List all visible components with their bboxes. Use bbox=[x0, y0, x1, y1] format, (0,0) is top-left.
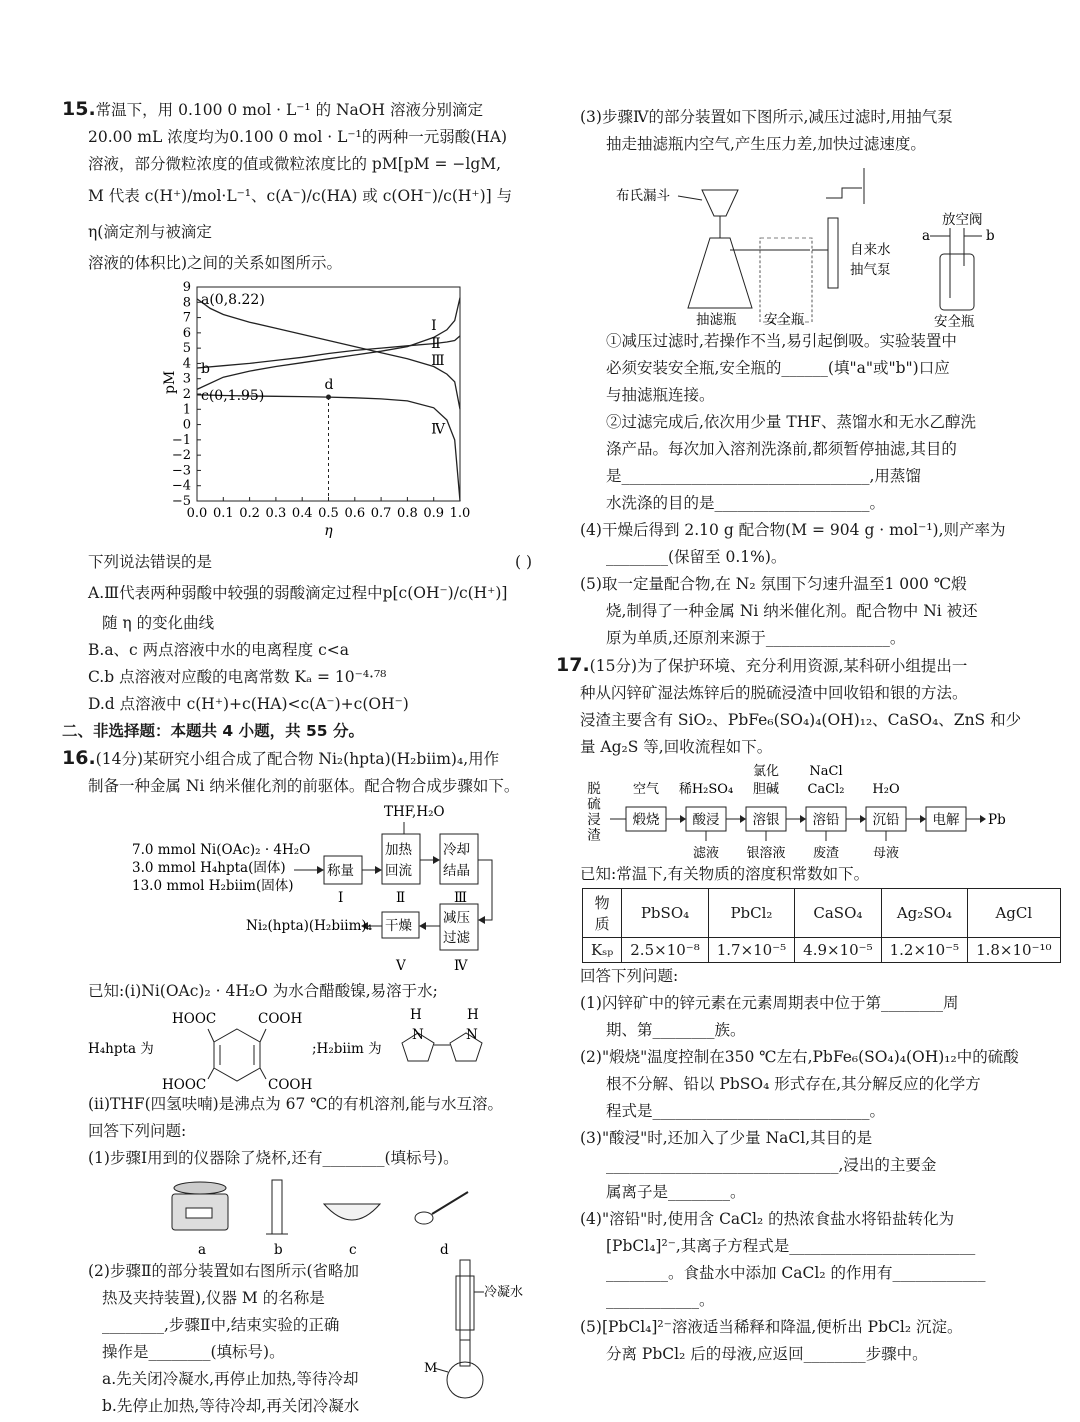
flow-top-label: THF,H₂O bbox=[384, 804, 445, 820]
y-tick-label: 0 bbox=[182, 417, 191, 433]
x-tick-label: 0.4 bbox=[291, 506, 313, 521]
port-b-label: b bbox=[986, 228, 995, 244]
q16-part2-c: ________,步骤Ⅱ中,结束实验的正确 bbox=[102, 1316, 340, 1334]
point-label: c(0,1.95) bbox=[201, 387, 265, 404]
step-weigh: 称量 bbox=[327, 863, 354, 879]
q16-part3-e: 与抽滤瓶连接。 bbox=[606, 386, 715, 404]
vacuum-filtration-apparatus bbox=[580, 158, 1035, 328]
safety-label-1: 安全瓶 bbox=[764, 312, 805, 328]
label-c: c bbox=[349, 1242, 357, 1258]
hpta-label: H₄hpta 为 bbox=[88, 1041, 154, 1057]
q17-answer-prompt: 回答下列问题: bbox=[580, 967, 679, 985]
y-tick-label: 8 bbox=[182, 295, 191, 311]
q16-part3-i: 水洗涤的目的是____________________。 bbox=[606, 494, 886, 512]
flow-output: 滤液 bbox=[692, 846, 720, 861]
hooc-top: HOOC bbox=[172, 1011, 217, 1027]
q15-option-a: A.Ⅲ代表两种弱酸中较强的弱酸滴定过程中p[c(OH⁻)/c(H⁺)] bbox=[88, 584, 508, 602]
ksp-value-cell: 1.7×10⁻⁵ bbox=[708, 938, 794, 963]
y-tick-label: −4 bbox=[171, 478, 191, 494]
q16-part5-c: 原为单质,还原剂来源于________________。 bbox=[606, 629, 906, 647]
q17-part5-a: (5)[PbCl₄]²⁻溶液适当稀释和降温,便析出 PbCl₂ 沉淀。 bbox=[580, 1318, 963, 1336]
ksp-header-cell: Ag₂SO₄ bbox=[881, 889, 967, 938]
step-heat: 加热 bbox=[385, 842, 412, 858]
q16-part3-g: 涤产品。每次加入溶剂洗涤前,都须暂停抽滤,其目的 bbox=[606, 440, 957, 458]
q17-part4-c: ________。食盐水中添加 CaCl₂ 的作用有____________ bbox=[606, 1264, 986, 1282]
q16-part2-d: 操作是________(填标号)。 bbox=[102, 1343, 285, 1361]
flow-output: 银溶液 bbox=[746, 846, 786, 861]
flow-step: 沉铅 bbox=[872, 812, 900, 828]
x-tick-label: 0.2 bbox=[239, 506, 260, 521]
hooc-bottom: HOOC bbox=[162, 1077, 207, 1091]
q16-line2: 制备一种金属 Ni 纳米催化剂的前驱体。配合物合成步骤如下。 bbox=[88, 777, 520, 795]
q16-part5-a: (5)取一定量配合物,在 N₂ 氛围下匀速升温至1 000 ℃煅 bbox=[580, 575, 967, 593]
suction-flask bbox=[688, 238, 752, 308]
cooh-bottom: COOH bbox=[268, 1077, 313, 1091]
series-label: Ⅱ bbox=[431, 336, 441, 353]
biim-structure bbox=[402, 1007, 482, 1061]
q16-answer-prompt: 回答下列问题: bbox=[88, 1122, 187, 1140]
step-num-2: Ⅱ bbox=[396, 890, 406, 906]
x-tick-label: 0.1 bbox=[212, 506, 234, 521]
safety-bottle bbox=[940, 254, 974, 310]
tap-water-label: 自来水 bbox=[850, 242, 891, 258]
pm-eta-chart bbox=[62, 281, 532, 543]
biim-h2: H bbox=[467, 1007, 479, 1023]
q17-part1-a: (1)闪锌矿中的锌元素在元素周期表中位于第________周 bbox=[580, 994, 959, 1012]
vent-valve-label: 放空阀 bbox=[942, 212, 983, 228]
q15-line1: 15.常温下，用 0.100 0 mol · L⁻¹ 的 NaOH 溶液分别滴定 bbox=[62, 98, 483, 120]
flow-step: 溶银 bbox=[752, 812, 780, 828]
q16-known2: (ⅱ)THF(四氢呋喃)是沸点为 67 ℃的有机溶剂,能与水互溶。 bbox=[88, 1095, 504, 1113]
y-tick-label: −5 bbox=[171, 494, 191, 509]
series-label: Ⅰ bbox=[431, 317, 437, 334]
ksp-header-cell: PbSO₄ bbox=[622, 889, 708, 938]
x-tick-label: 1.0 bbox=[449, 506, 471, 521]
biim-n2: N bbox=[466, 1027, 478, 1043]
y-tick-label: 5 bbox=[182, 341, 191, 357]
q16-part3-a: (3)步骤Ⅳ的部分装置如下图所示,减压过滤时,用抽气泵 bbox=[580, 108, 953, 126]
ksp-header-cell: 物质 bbox=[583, 889, 622, 938]
right-column bbox=[556, 104, 1052, 1368]
flow-step: 酸浸 bbox=[692, 812, 720, 828]
biim-n1: N bbox=[412, 1027, 424, 1043]
label-a: a bbox=[198, 1242, 207, 1258]
pump-label: 抽气泵 bbox=[850, 262, 891, 278]
step-cool: 冷却 bbox=[443, 842, 470, 858]
flow-arrowhead bbox=[980, 815, 986, 823]
step-dry: 干燥 bbox=[385, 918, 412, 934]
q17-part2-a: (2)"煅烧"温度控制在350 ℃左右,PbFe₆(SO₄)₄(OH)₁₂中的硫酸 bbox=[580, 1048, 1019, 1066]
flow-end: Pb bbox=[988, 812, 1006, 828]
reflux-apparatus bbox=[422, 1256, 532, 1406]
q15-line4: M 代表 c(H⁺)/mol·L⁻¹、c(A⁻)/c(HA) 或 c(OH⁻)/c(H⁺)] 与 η(滴定剂与被滴定 bbox=[88, 187, 513, 241]
q17-flow-diagram bbox=[580, 761, 1035, 861]
y-tick-label: 1 bbox=[182, 402, 191, 418]
section-heading: 二、非选择题：本题共 4 小题，共 55 分。 bbox=[62, 722, 364, 740]
condenser-label: 冷凝水 bbox=[484, 1285, 524, 1300]
x-axis-label: η bbox=[324, 523, 333, 539]
label-d: d bbox=[440, 1242, 449, 1258]
ksp-value-cell: 1.2×10⁻⁵ bbox=[881, 938, 967, 963]
structures bbox=[62, 1005, 532, 1091]
y-tick-label: −3 bbox=[171, 463, 191, 479]
q15-line3: 溶液，部分微粒浓度的值或微粒浓度比的 pM[pM = −lgM, bbox=[88, 155, 502, 173]
flow-arrowhead bbox=[920, 815, 926, 823]
q16-part3-h: 是________________________________,用蒸馏 bbox=[606, 467, 921, 485]
q17-part3-c: 属离子是________。 bbox=[606, 1183, 746, 1201]
flow-step: 电解 bbox=[932, 812, 960, 828]
flow-arrowhead bbox=[740, 815, 746, 823]
q16-part3-d: 必须安装安全瓶,安全瓶的______(填"a"或"b")口应 bbox=[606, 359, 950, 377]
spatula-icon bbox=[415, 1192, 468, 1224]
flow-input: NaCl bbox=[809, 764, 843, 779]
label-b: b bbox=[274, 1242, 283, 1258]
step-num-1: Ⅰ bbox=[338, 890, 344, 906]
q16-part2-b: 热及夹持装置),仪器 M 的名称是 bbox=[102, 1289, 325, 1307]
q16-number: 16. bbox=[62, 747, 96, 769]
y-tick-label: 4 bbox=[182, 356, 191, 372]
q16-line1: 16.(14分)某研究小组合成了配合物 Ni₂(hpta)(H₂biim)₄,用作 bbox=[62, 747, 500, 769]
cooh-top: COOH bbox=[258, 1011, 303, 1027]
q16-part3-f: ②过滤完成后,依次用少量 THF、蒸馏水和无水乙醇洗 bbox=[606, 413, 976, 431]
flow-output: 废渣 bbox=[812, 846, 840, 861]
x-tick-label: 0.3 bbox=[265, 506, 287, 521]
answer-bracket: ( ) bbox=[514, 553, 532, 571]
reagent-3: 13.0 mmol H₂biim(固体) bbox=[132, 878, 294, 894]
x-tick-label: 0.8 bbox=[397, 506, 418, 521]
q17-line2: 种从闪锌矿湿法炼锌后的脱硫浸渣中回收铅和银的方法。 bbox=[580, 684, 968, 702]
q16-part3-b: 抽走抽滤瓶内空气,产生压力差,加快过滤速度。 bbox=[606, 135, 926, 153]
flow-input: 稀H₂SO₄ bbox=[678, 782, 734, 797]
q17-part2-c: 程式是____________________________。 bbox=[606, 1102, 886, 1120]
ksp-value-cell: Kₛₚ bbox=[583, 938, 622, 963]
q16-part3-c: ①减压过滤时,若操作不当,易引起倒吸。实验装置中 bbox=[606, 332, 957, 350]
flow-input: H₂O bbox=[872, 782, 900, 797]
biim-label: ;H₂biim 为 bbox=[312, 1041, 382, 1057]
reagent-1: 7.0 mmol Ni(OAc)₂ · 4H₂O bbox=[132, 842, 311, 858]
flow-input: 氯化 bbox=[752, 764, 780, 779]
y-axis-label: pM bbox=[162, 370, 178, 394]
q17-part4-b: [PbCl₄]²⁻,其离子方程式是________________________ bbox=[606, 1237, 976, 1255]
step-reflux: 回流 bbox=[385, 863, 412, 879]
safety-label-2: 安全瓶 bbox=[934, 314, 975, 328]
ksp-value-cell: 2.5×10⁻⁸ bbox=[622, 938, 708, 963]
q16-part2-f: b.先停止加热,等待冷却,再关闭冷凝水 bbox=[102, 1397, 360, 1415]
flow-arrowhead bbox=[680, 815, 686, 823]
step-crystal: 结晶 bbox=[443, 863, 470, 879]
flow-product: Ni₂(hpta)(H₂biim)₄ bbox=[246, 918, 373, 934]
step-filter: 过滤 bbox=[443, 930, 470, 946]
q17-number: 17. bbox=[556, 654, 590, 676]
q17-known: 已知:常温下,有关物质的溶度积常数如下。 bbox=[580, 865, 870, 883]
q17-line3: 浸渣主要含有 SiO₂、PbFe₆(SO₄)₄(OH)₁₂、CaSO₄、ZnS 和少 bbox=[580, 711, 1022, 729]
x-tick-label: 0.0 bbox=[186, 506, 208, 521]
q16-part2-a: (2)步骤Ⅱ的部分装置如右图所示(省略加 bbox=[88, 1262, 360, 1280]
balance-icon bbox=[172, 1182, 228, 1230]
flow-input: CaCl₂ bbox=[807, 782, 845, 797]
flow-step: 溶铅 bbox=[812, 812, 840, 828]
flow-output: 母液 bbox=[872, 846, 900, 861]
x-tick-label: 0.9 bbox=[423, 506, 445, 521]
flow-arrowhead bbox=[860, 815, 866, 823]
q17-part1-b: 期、第________族。 bbox=[606, 1021, 746, 1039]
step-num-4: Ⅳ bbox=[454, 958, 468, 974]
q17-part2-b: 根不分解、铅以 PbSO₄ 形式存在,其分解反应的化学方 bbox=[606, 1075, 981, 1093]
reagent-2: 3.0 mmol H₄hpta(固体) bbox=[132, 860, 286, 876]
x-tick-label: 0.6 bbox=[344, 506, 366, 521]
point-d bbox=[326, 395, 331, 400]
q16-known1: 已知:(ⅰ)Ni(OAc)₂ · 4H₂O 为水合醋酸镍,易溶于水; bbox=[88, 982, 438, 1000]
q16-part4-a: (4)干燥后得到 2.10 g 配合物(M = 904 g · mol⁻¹),则产率为 bbox=[580, 521, 1006, 539]
x-tick-label: 0.5 bbox=[318, 506, 339, 521]
port-a-label: a bbox=[922, 228, 931, 244]
q15-option-b: B.a、c 两点溶液中水的电离程度 c<a bbox=[88, 641, 350, 659]
hpta-structure bbox=[162, 1011, 312, 1091]
q15-question: 下列说法错误的是 ( ) bbox=[62, 549, 532, 576]
step-num-5: Ⅴ bbox=[396, 958, 406, 974]
y-tick-label: 9 bbox=[182, 281, 191, 295]
instruments bbox=[62, 1172, 532, 1258]
y-tick-label: 3 bbox=[182, 371, 191, 387]
flow-step: 煅烧 bbox=[632, 812, 660, 828]
y-tick-label: 6 bbox=[182, 325, 191, 341]
q17-part4-d: ____________。 bbox=[606, 1291, 715, 1309]
q17-line4: 量 Ag₂S 等,回收流程如下。 bbox=[580, 738, 773, 756]
biim-h1: H bbox=[410, 1007, 422, 1023]
y-tick-label: 2 bbox=[182, 387, 191, 402]
flow-input: 胆碱 bbox=[752, 782, 780, 797]
flow-start: 脱硫浸渣 bbox=[584, 781, 600, 843]
q15-option-d: D.d 点溶液中 c(H⁺)+c(HA)<c(A⁻)+c(OH⁻) bbox=[88, 695, 409, 713]
chart-svg bbox=[62, 281, 532, 543]
y-tick-label: −2 bbox=[171, 448, 191, 464]
ksp-header-cell: AgCl bbox=[968, 889, 1060, 938]
q16-part2-e: a.先关闭冷凝水,再停止加热,等待冷却 bbox=[102, 1370, 359, 1388]
q15-line5: 溶液的体积比)之间的关系如图所示。 bbox=[88, 254, 343, 272]
safety-box bbox=[760, 238, 812, 322]
funnel-label: 布氏漏斗 bbox=[616, 188, 670, 204]
step-num-3: Ⅲ bbox=[454, 890, 468, 906]
series-label: Ⅳ bbox=[431, 421, 446, 438]
point-label: b bbox=[201, 361, 210, 378]
q17-part5-b: 分离 PbCl₂ 后的母液,应返回________步骤中。 bbox=[606, 1345, 928, 1363]
q16-part2-block bbox=[62, 1258, 532, 1420]
q15-number: 15. bbox=[62, 98, 96, 120]
point-label: a(0,8.22) bbox=[201, 291, 265, 308]
y-tick-label: 7 bbox=[182, 310, 191, 326]
flow-arrowhead bbox=[800, 815, 806, 823]
ksp-header-cell: PbCl₂ bbox=[708, 889, 794, 938]
flask-m-label: M bbox=[424, 1361, 438, 1376]
point-label: d bbox=[324, 377, 334, 394]
ksp-value-cell: 4.9×10⁻⁵ bbox=[795, 938, 881, 963]
step-vacuum: 减压 bbox=[443, 910, 470, 926]
evaporating-dish-icon bbox=[324, 1204, 380, 1220]
flow-input: 空气 bbox=[632, 782, 660, 797]
q16-flow-diagram bbox=[62, 800, 532, 978]
q16-part5-b: 烧,制得了一种金属 Ni 纳米催化剂。配合物中 Ni 被还 bbox=[606, 602, 978, 620]
ksp-value-cell: 1.8×10⁻¹⁰ bbox=[968, 938, 1060, 963]
q15-line2: 20.00 mL 浓度均为0.100 0 mol · L⁻¹的两种一元弱酸(HA) bbox=[88, 128, 508, 146]
q17-part3-b: ______________________________,浸出的主要金 bbox=[606, 1156, 937, 1174]
q16-part4-b: ________(保留至 0.1%)。 bbox=[606, 548, 787, 566]
graduated-cylinder-icon bbox=[266, 1180, 288, 1234]
left-column bbox=[62, 96, 532, 1420]
x-tick-label: 0.7 bbox=[370, 506, 392, 521]
q15-option-c: C.b 点溶液对应酸的电离常数 Kₐ = 10⁻⁴·⁷⁸ bbox=[88, 668, 387, 686]
series-label: Ⅲ bbox=[431, 352, 445, 369]
q17-part3-a: (3)"酸浸"时,还加入了少量 NaCl,其目的是 bbox=[580, 1129, 873, 1147]
q15-option-a-cont: 随 η 的变化曲线 bbox=[102, 614, 215, 632]
flask-label: 抽滤瓶 bbox=[696, 312, 737, 328]
y-tick-label: −1 bbox=[171, 432, 191, 448]
q16-part1: (1)步骤Ⅰ用到的仪器除了烧杯,还有________(填标号)。 bbox=[88, 1149, 459, 1167]
q17-part4-a: (4)"溶铅"时,使用含 CaCl₂ 的热浓食盐水将铅盐转化为 bbox=[580, 1210, 955, 1228]
ksp-table bbox=[582, 888, 1061, 963]
q17-line1: 17.(15分)为了保护环境、充分利用资源,某科研小组提出一 bbox=[556, 654, 968, 676]
ksp-header-cell: CaSO₄ bbox=[795, 889, 881, 938]
series-line-Ⅰ bbox=[197, 298, 460, 390]
